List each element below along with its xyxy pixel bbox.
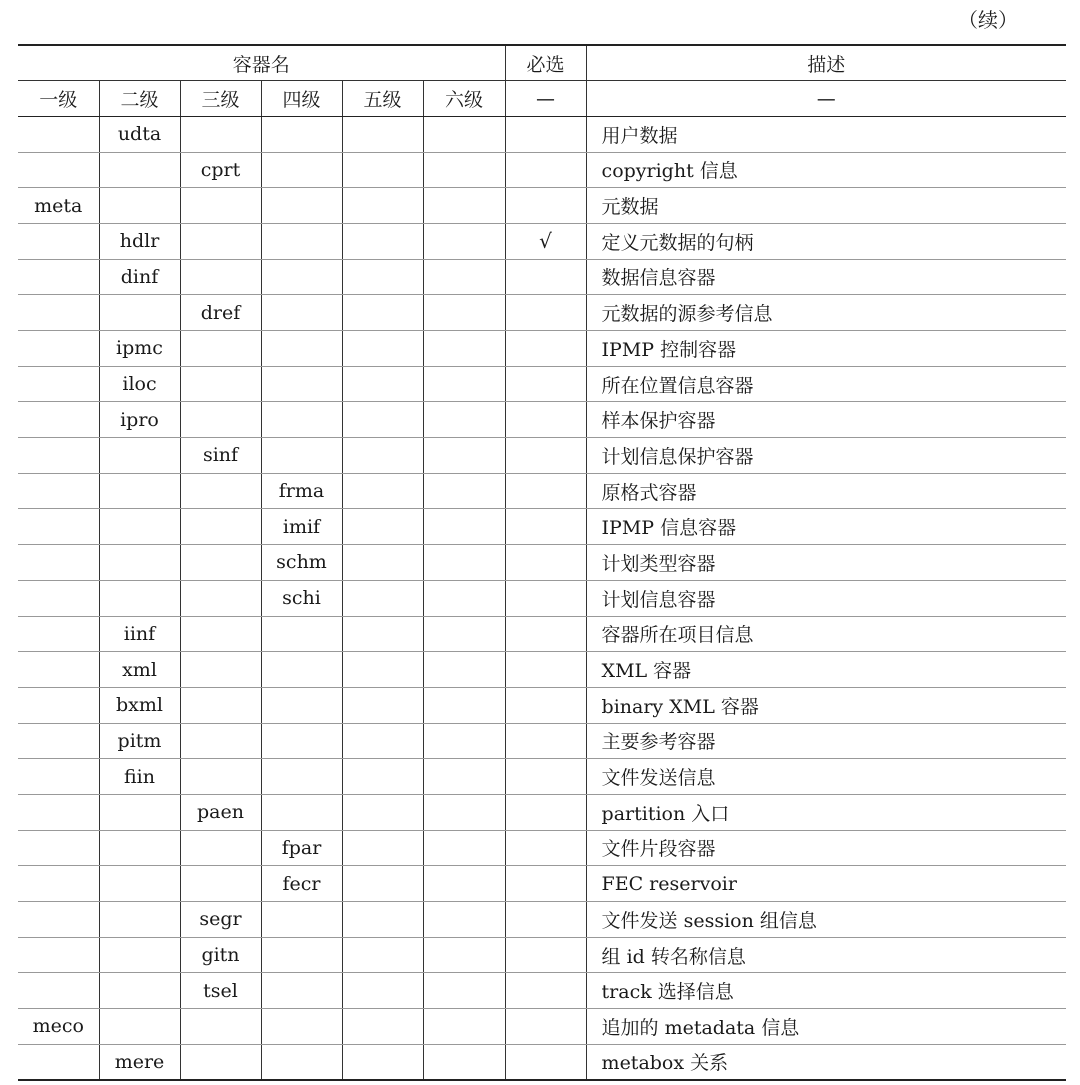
description-cell: binary XML 容器 xyxy=(586,687,1066,723)
level-6-cell xyxy=(423,902,505,938)
header-level-2: 二级 xyxy=(99,81,180,117)
level-6-cell xyxy=(423,366,505,402)
level-4-cell xyxy=(261,259,342,295)
level-2-cell xyxy=(99,937,180,973)
table-row xyxy=(18,295,1066,331)
level-4-cell: schi xyxy=(261,580,342,616)
header-level-5: 五级 xyxy=(342,81,423,117)
description-cell: copyright 信息 xyxy=(586,152,1066,188)
description-cell: 组 id 转名称信息 xyxy=(586,937,1066,973)
level-4-cell xyxy=(261,937,342,973)
required-cell xyxy=(505,866,586,902)
table-row xyxy=(18,188,1066,224)
required-cell xyxy=(505,545,586,581)
level-3-cell xyxy=(180,331,261,367)
description-cell: 文件发送信息 xyxy=(586,759,1066,795)
level-4-cell xyxy=(261,794,342,830)
level-5-cell xyxy=(342,937,423,973)
required-cell xyxy=(505,723,586,759)
level-3-cell xyxy=(180,580,261,616)
description-cell: partition 入口 xyxy=(586,794,1066,830)
required-cell xyxy=(505,331,586,367)
description-cell: 原格式容器 xyxy=(586,473,1066,509)
level-3-cell: segr xyxy=(180,902,261,938)
level-5-cell xyxy=(342,152,423,188)
level-3-cell xyxy=(180,723,261,759)
table-row xyxy=(18,830,1066,866)
level-1-cell xyxy=(18,902,99,938)
table-row xyxy=(18,402,1066,438)
level-3-cell: sinf xyxy=(180,438,261,474)
table-row xyxy=(18,937,1066,973)
level-5-cell xyxy=(342,723,423,759)
level-4-cell xyxy=(261,152,342,188)
level-5-cell xyxy=(342,259,423,295)
header-description: 描述 xyxy=(586,45,1066,81)
level-3-cell: tsel xyxy=(180,973,261,1009)
description-cell: 追加的 metadata 信息 xyxy=(586,1009,1066,1045)
level-1-cell xyxy=(18,116,99,152)
level-4-cell xyxy=(261,1044,342,1080)
table-row xyxy=(18,152,1066,188)
required-cell xyxy=(505,1009,586,1045)
required-cell xyxy=(505,616,586,652)
level-3-cell xyxy=(180,830,261,866)
level-6-cell xyxy=(423,866,505,902)
level-6-cell xyxy=(423,973,505,1009)
level-1-cell xyxy=(18,438,99,474)
level-6-cell xyxy=(423,652,505,688)
level-4-cell xyxy=(261,687,342,723)
level-5-cell xyxy=(342,794,423,830)
level-3-cell: gitn xyxy=(180,937,261,973)
level-2-cell: bxml xyxy=(99,687,180,723)
continued-label: （续） xyxy=(958,8,1018,32)
level-6-cell xyxy=(423,1009,505,1045)
level-1-cell xyxy=(18,259,99,295)
required-cell xyxy=(505,652,586,688)
level-6-cell xyxy=(423,331,505,367)
table-row xyxy=(18,331,1066,367)
required-cell xyxy=(505,759,586,795)
level-6-cell xyxy=(423,937,505,973)
header-description-dash: — xyxy=(586,81,1066,117)
level-6-cell xyxy=(423,1044,505,1080)
table-header xyxy=(18,45,1066,116)
description-cell: 用户数据 xyxy=(586,116,1066,152)
description-cell: 数据信息容器 xyxy=(586,259,1066,295)
level-2-cell: fiin xyxy=(99,759,180,795)
level-3-cell xyxy=(180,509,261,545)
level-3-cell xyxy=(180,223,261,259)
required-cell xyxy=(505,794,586,830)
level-2-cell xyxy=(99,973,180,1009)
level-5-cell xyxy=(342,902,423,938)
level-6-cell xyxy=(423,509,505,545)
level-1-cell xyxy=(18,473,99,509)
level-6-cell xyxy=(423,794,505,830)
level-3-cell: paen xyxy=(180,794,261,830)
description-cell: 所在位置信息容器 xyxy=(586,366,1066,402)
level-5-cell xyxy=(342,973,423,1009)
level-1-cell xyxy=(18,723,99,759)
level-3-cell xyxy=(180,259,261,295)
level-2-cell xyxy=(99,188,180,224)
level-1-cell xyxy=(18,759,99,795)
level-2-cell xyxy=(99,902,180,938)
header-level-4: 四级 xyxy=(261,81,342,117)
table-row xyxy=(18,259,1066,295)
required-cell xyxy=(505,152,586,188)
table-row xyxy=(18,223,1066,259)
table-row xyxy=(18,759,1066,795)
level-1-cell xyxy=(18,331,99,367)
table-row xyxy=(18,687,1066,723)
header-row-levels xyxy=(18,81,1066,117)
required-cell xyxy=(505,687,586,723)
level-2-cell xyxy=(99,1009,180,1045)
description-cell: 元数据 xyxy=(586,188,1066,224)
level-1-cell xyxy=(18,223,99,259)
level-2-cell: ipmc xyxy=(99,331,180,367)
level-3-cell xyxy=(180,402,261,438)
level-5-cell xyxy=(342,580,423,616)
level-1-cell xyxy=(18,652,99,688)
required-cell xyxy=(505,295,586,331)
table-body xyxy=(18,116,1066,1080)
level-2-cell: ipro xyxy=(99,402,180,438)
level-4-cell: imif xyxy=(261,509,342,545)
level-6-cell xyxy=(423,116,505,152)
level-4-cell xyxy=(261,188,342,224)
level-1-cell xyxy=(18,1044,99,1080)
table-row xyxy=(18,973,1066,1009)
required-cell xyxy=(505,438,586,474)
table-row xyxy=(18,580,1066,616)
table-row xyxy=(18,652,1066,688)
level-5-cell xyxy=(342,866,423,902)
description-cell: 计划信息容器 xyxy=(586,580,1066,616)
level-6-cell xyxy=(423,723,505,759)
level-4-cell xyxy=(261,438,342,474)
level-6-cell xyxy=(423,402,505,438)
required-cell xyxy=(505,580,586,616)
header-required: 必选 xyxy=(505,45,586,81)
level-4-cell xyxy=(261,1009,342,1045)
table-row xyxy=(18,794,1066,830)
level-4-cell xyxy=(261,616,342,652)
level-1-cell xyxy=(18,866,99,902)
level-6-cell xyxy=(423,223,505,259)
level-3-cell xyxy=(180,687,261,723)
description-cell: 文件发送 session 组信息 xyxy=(586,902,1066,938)
level-6-cell xyxy=(423,438,505,474)
level-2-cell xyxy=(99,830,180,866)
level-2-cell xyxy=(99,438,180,474)
level-2-cell: xml xyxy=(99,652,180,688)
level-6-cell xyxy=(423,259,505,295)
level-3-cell xyxy=(180,188,261,224)
required-cell xyxy=(505,402,586,438)
level-4-cell xyxy=(261,902,342,938)
level-5-cell xyxy=(342,687,423,723)
level-5-cell xyxy=(342,473,423,509)
level-6-cell xyxy=(423,188,505,224)
level-5-cell xyxy=(342,1009,423,1045)
level-5-cell xyxy=(342,366,423,402)
table-row xyxy=(18,545,1066,581)
level-4-cell xyxy=(261,331,342,367)
level-6-cell xyxy=(423,152,505,188)
level-1-cell xyxy=(18,402,99,438)
level-1-cell xyxy=(18,152,99,188)
level-2-cell: iloc xyxy=(99,366,180,402)
level-4-cell xyxy=(261,759,342,795)
level-3-cell xyxy=(180,1009,261,1045)
description-cell: 定义元数据的句柄 xyxy=(586,223,1066,259)
level-6-cell xyxy=(423,545,505,581)
level-6-cell xyxy=(423,759,505,795)
level-3-cell xyxy=(180,652,261,688)
level-4-cell xyxy=(261,295,342,331)
level-3-cell xyxy=(180,366,261,402)
level-3-cell xyxy=(180,759,261,795)
level-1-cell xyxy=(18,830,99,866)
level-6-cell xyxy=(423,580,505,616)
required-cell xyxy=(505,473,586,509)
level-6-cell xyxy=(423,473,505,509)
level-2-cell xyxy=(99,295,180,331)
description-cell: track 选择信息 xyxy=(586,973,1066,1009)
level-4-cell: fecr xyxy=(261,866,342,902)
table-row xyxy=(18,616,1066,652)
level-4-cell xyxy=(261,366,342,402)
level-1-cell xyxy=(18,580,99,616)
level-5-cell xyxy=(342,830,423,866)
container-table xyxy=(18,44,1066,1081)
description-cell: 元数据的源参考信息 xyxy=(586,295,1066,331)
level-2-cell xyxy=(99,473,180,509)
level-5-cell xyxy=(342,295,423,331)
required-cell xyxy=(505,973,586,1009)
description-cell: metabox 关系 xyxy=(586,1044,1066,1080)
required-cell xyxy=(505,830,586,866)
level-2-cell xyxy=(99,152,180,188)
level-2-cell: iinf xyxy=(99,616,180,652)
level-1-cell xyxy=(18,509,99,545)
table-row xyxy=(18,902,1066,938)
level-1-cell xyxy=(18,937,99,973)
level-1-cell xyxy=(18,616,99,652)
header-level-1: 一级 xyxy=(18,81,99,117)
required-cell xyxy=(505,1044,586,1080)
level-4-cell xyxy=(261,402,342,438)
level-5-cell xyxy=(342,759,423,795)
level-1-cell xyxy=(18,794,99,830)
table-row xyxy=(18,866,1066,902)
level-4-cell xyxy=(261,723,342,759)
level-5-cell xyxy=(342,616,423,652)
level-3-cell xyxy=(180,545,261,581)
level-4-cell xyxy=(261,223,342,259)
level-4-cell xyxy=(261,973,342,1009)
description-cell: FEC reservoir xyxy=(586,866,1066,902)
level-2-cell: dinf xyxy=(99,259,180,295)
level-2-cell: hdlr xyxy=(99,223,180,259)
required-cell xyxy=(505,937,586,973)
table-row xyxy=(18,438,1066,474)
level-5-cell xyxy=(342,331,423,367)
level-2-cell xyxy=(99,866,180,902)
level-5-cell xyxy=(342,545,423,581)
description-cell: XML 容器 xyxy=(586,652,1066,688)
table-row xyxy=(18,723,1066,759)
header-required-dash: — xyxy=(505,81,586,117)
level-5-cell xyxy=(342,116,423,152)
description-cell: 容器所在项目信息 xyxy=(586,616,1066,652)
level-5-cell xyxy=(342,509,423,545)
required-cell xyxy=(505,366,586,402)
level-6-cell xyxy=(423,687,505,723)
level-2-cell: mere xyxy=(99,1044,180,1080)
level-6-cell xyxy=(423,616,505,652)
header-level-3: 三级 xyxy=(180,81,261,117)
description-cell: 主要参考容器 xyxy=(586,723,1066,759)
required-cell xyxy=(505,509,586,545)
level-4-cell: frma xyxy=(261,473,342,509)
description-cell: 计划信息保护容器 xyxy=(586,438,1066,474)
required-cell xyxy=(505,116,586,152)
level-1-cell xyxy=(18,366,99,402)
level-6-cell xyxy=(423,830,505,866)
level-1-cell: meco xyxy=(18,1009,99,1045)
level-6-cell xyxy=(423,295,505,331)
level-5-cell xyxy=(342,438,423,474)
level-4-cell xyxy=(261,116,342,152)
level-5-cell xyxy=(342,402,423,438)
level-4-cell: schm xyxy=(261,545,342,581)
level-2-cell xyxy=(99,509,180,545)
level-5-cell xyxy=(342,1044,423,1080)
level-2-cell xyxy=(99,545,180,581)
table-row xyxy=(18,473,1066,509)
required-cell xyxy=(505,902,586,938)
header-row-main xyxy=(18,45,1066,81)
level-2-cell xyxy=(99,794,180,830)
level-3-cell xyxy=(180,116,261,152)
level-4-cell xyxy=(261,652,342,688)
level-2-cell: pitm xyxy=(99,723,180,759)
required-cell: √ xyxy=(505,223,586,259)
level-5-cell xyxy=(342,223,423,259)
level-3-cell xyxy=(180,866,261,902)
level-5-cell xyxy=(342,188,423,224)
required-cell xyxy=(505,188,586,224)
table-row xyxy=(18,1044,1066,1080)
level-1-cell xyxy=(18,545,99,581)
level-3-cell xyxy=(180,616,261,652)
description-cell: 文件片段容器 xyxy=(586,830,1066,866)
level-4-cell: fpar xyxy=(261,830,342,866)
level-1-cell xyxy=(18,973,99,1009)
header-container-name: 容器名 xyxy=(18,45,505,81)
level-1-cell: meta xyxy=(18,188,99,224)
table-row xyxy=(18,366,1066,402)
table-row xyxy=(18,1009,1066,1045)
description-cell: 计划类型容器 xyxy=(586,545,1066,581)
level-3-cell xyxy=(180,1044,261,1080)
level-5-cell xyxy=(342,652,423,688)
level-3-cell: dref xyxy=(180,295,261,331)
description-cell: IPMP 控制容器 xyxy=(586,331,1066,367)
header-level-6: 六级 xyxy=(423,81,505,117)
description-cell: 样本保护容器 xyxy=(586,402,1066,438)
level-2-cell: udta xyxy=(99,116,180,152)
level-2-cell xyxy=(99,580,180,616)
table-row xyxy=(18,116,1066,152)
level-1-cell xyxy=(18,687,99,723)
required-cell xyxy=(505,259,586,295)
level-1-cell xyxy=(18,295,99,331)
level-3-cell xyxy=(180,473,261,509)
description-cell: IPMP 信息容器 xyxy=(586,509,1066,545)
table-row xyxy=(18,509,1066,545)
level-3-cell: cprt xyxy=(180,152,261,188)
